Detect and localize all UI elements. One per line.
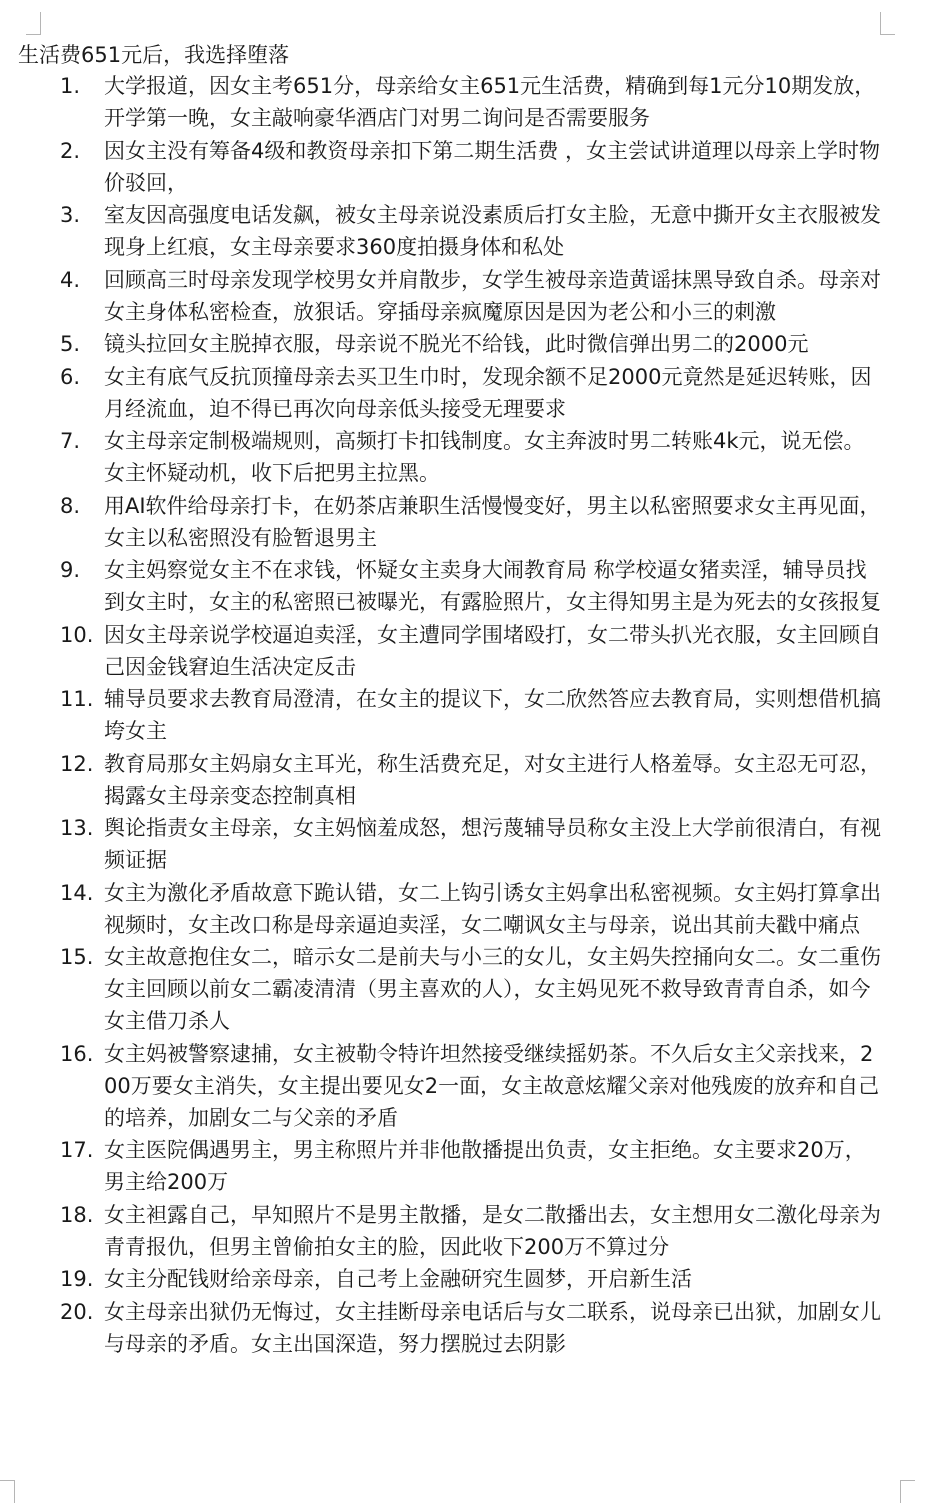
list-item [0,361,884,425]
list-item-number: 5. [60,332,81,356]
list-item-text: 女主医院偶遇男主，男主称照片并非他散播提出负责，女主拒绝。女主要求20万，男主给200万 [104,1138,866,1194]
page-corner-mark-bottom-right [900,1480,915,1503]
page-corner-mark-top-left [26,12,41,35]
list-item-text: 镜头拉回女主脱掉衣服，母亲说不脱光不给钱，此时微信弹出男二的2000元 [104,332,809,356]
list-item-number: 11. [60,687,94,711]
list-item-number: 12. [60,751,94,776]
list-item-number: 8. [60,493,81,518]
list-item-text: 用AI软件给母亲打卡，在奶茶店兼职生活慢慢变好，男主以私密照要求女主再见面，女主以私密照没有脸暂退男主 [104,493,881,550]
list-item-number: 1. [60,74,81,98]
list-item-text: 因女主没有筹备4级和教资母亲扣下第二期生活费 ，女主尝试讲道理以母亲上学时物价驳回， [104,138,881,195]
list-item [0,812,884,876]
list-item-text: 女主为激化矛盾故意下跪认错，女二上钩引诱女主妈拿出私密视频。女主妈打算拿出视频时，女主改口称是母亲逼迫卖淫，女二嘲讽女主与母亲，说出其前夫戳中痛点 [104,880,881,937]
list-item [0,199,884,263]
list-item [0,1296,884,1360]
list-item [0,748,884,812]
list-item [0,70,884,134]
list-item-text: 女主妈察觉女主不在求钱，怀疑女主卖身大闹教育局 称学校逼女猪卖淫，辅导员找到女主时，女主的私密照已被曝光，有露脸照片，女主得知男主是为死去的女孩报复 [104,558,881,614]
list-item-number: 10. [60,622,94,647]
list-item [0,425,884,489]
list-item [0,135,884,199]
list-item-number: 15. [60,945,94,969]
list-item [0,619,884,683]
list-item-number: 13. [60,816,94,840]
list-item [0,1038,884,1134]
list-item-text: 教育局那女主妈扇女主耳光，称生活费充足，对女主进行人格羞辱。女主忍无可忍，揭露女主母亲变态控制真相 [104,751,881,808]
page-corner-mark-top-right [880,12,895,35]
list-item-text: 辅导员要求去教育局澄清，在女主的提议下，女二欣然答应去教育局，实则想借机搞垮女主 [104,687,881,743]
page-corner-mark-bottom-left [0,1480,15,1503]
list-item-text: 女主袒露自己，早知照片不是男主散播，是女二散播出去，女主想用女二激化母亲为青青报仇，但男主曾偷拍女主的脸，因此收下200万不算过分 [104,1202,881,1259]
list-item-text: 回顾高三时母亲发现学校男女并肩散步，女学生被母亲造黄谣抹黑导致自杀。母亲对女主身体私密检查，放狠话。穿插母亲疯魔原因是因为老公和小三的刺激 [104,267,881,324]
list-item-number: 2. [60,138,81,163]
list-item-number: 3. [60,203,81,227]
list-item [0,554,884,618]
list-item-text: 大学报道，因女主考651分，母亲给女主651元生活费，精确到每1元分10期发放，开学第一晚，女主敲响豪华酒店门对男二询问是否需要服务 [104,74,876,130]
list-item-number: 6. [60,364,81,389]
list-item [0,1199,884,1263]
list-item-text: 因女主母亲说学校逼迫卖淫，女主遭同学围堵殴打，女二带头扒光衣服，女主回顾自己因金钱窘迫生活决定反击 [104,622,881,679]
list-item-number: 7. [60,429,81,453]
list-item-text: 舆论指责女主母亲，女主妈恼羞成怒，想污蔑辅导员称女主没上大学前很清白，有视频证据 [104,816,881,872]
document-title: 生活费651元后，我选择堕落 [18,43,290,67]
list-item-number: 20. [60,1299,94,1324]
list-item-number: 14. [60,880,94,905]
list-item [0,683,884,747]
list-item [0,1134,884,1198]
list-item [0,490,884,554]
list-item [0,328,884,360]
list-item-text: 女主分配钱财给亲母亲，自己考上金融研究生圆梦，开启新生活 [104,1267,692,1291]
list-item-number: 18. [60,1202,94,1227]
list-item-text: 女主有底气反抗顶撞母亲去买卫生巾时，发现余额不足2000元竟然是延迟转账，因月经流血，迫不得已再次向母亲低头接受无理要求 [104,364,872,421]
list-item-number: 17. [60,1138,94,1162]
list-item-number: 4. [60,267,81,292]
list-item-number: 9. [60,558,81,582]
plot-outline-list [0,70,952,1360]
list-item [0,941,884,1037]
list-item-text: 女主妈被警察逮捕，女主被勒令特许坦然接受继续摇奶茶。不久后女主父亲找来，200万要女主消失，女主提出要见女2一面，女主故意炫耀父亲对他残废的放弃和自己的培养，加剧女二与父亲的矛盾 [104,1041,880,1130]
list-item [0,877,884,941]
list-item [0,1263,884,1295]
list-item-text: 女主母亲出狱仍无悔过，女主挂断母亲电话后与女二联系，说母亲已出狱，加剧女儿与母亲的矛盾。女主出国深造，努力摆脱过去阴影 [104,1299,881,1356]
list-item-number: 19. [60,1267,94,1291]
list-item-text: 女主故意抱住女二，暗示女二是前夫与小三的女儿，女主妈失控捅向女二。女二重伤女主回顾以前女二霸凌清清（男主喜欢的人），女主妈见死不救导致青青自杀，如今女主借刀杀人 [104,945,881,1033]
list-item-text: 室友因高强度电话发飙，被女主母亲说没素质后打女主脸，无意中撕开女主衣服被发现身上红痕，女主母亲要求360度拍摄身体和私处 [104,203,881,259]
list-item-text: 女主母亲定制极端规则，高频打卡扣钱制度。女主奔波时男二转账4k元，说无偿。女主怀疑动机，收下后把男主拉黑。 [104,429,865,485]
list-item [0,264,884,328]
list-item-number: 16. [60,1041,94,1066]
